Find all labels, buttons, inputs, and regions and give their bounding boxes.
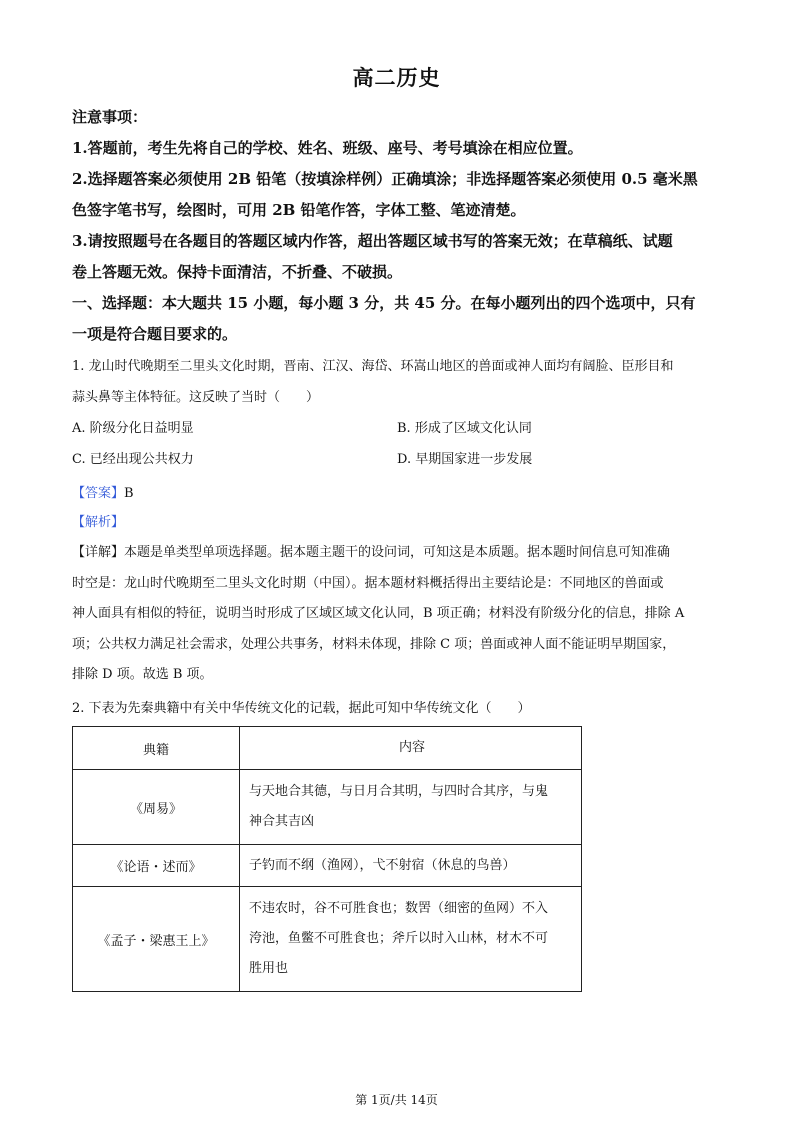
- table-header-row: [73, 727, 582, 770]
- content-line: 子钓而不纲（渔网），弋不射宿（休息的鸟兽）: [249, 857, 516, 873]
- table-row: [73, 770, 582, 845]
- question-1-options: [72, 413, 722, 475]
- answer-line: [72, 482, 134, 501]
- question-1-stem-line-2: 蒜头鼻等主体特征。这反映了当时（ ）: [72, 389, 320, 405]
- table-row: [73, 887, 582, 992]
- option-b: B. 形成了区域文化认同: [397, 421, 532, 436]
- option-d: D. 早期国家进一步发展: [397, 452, 533, 467]
- content-line: 与天地合其德，与日月合其明，与四时合其序，与鬼: [249, 784, 549, 799]
- option-c: C. 已经出现公共权力: [72, 452, 194, 467]
- question-2-stem-line: 2. 下表为先秦典籍中有关中华传统文化的记载，据此可知中华传统文化（ ）: [72, 701, 531, 716]
- detail-line-3: 神人面具有相似的特征，说明当时形成了区域区域文化认同，B 项正确；材料没有阶级分化的信息，排除 A: [72, 606, 685, 621]
- content-line: 神合其吉凶: [249, 814, 315, 829]
- table-cell-content: [240, 770, 582, 845]
- detail-line-1: 【详解】本题是单类型单项选择题。据本题主题干的设问词，可知这是本质题。据本题时间信息可知准确: [72, 545, 671, 560]
- question-2-stem: [72, 694, 722, 725]
- detail-line-4: 项；公共权力满足社会需求，处理公共事务，材料未体现，排除 C 项；兽面或神人面不能证明早期国家，: [72, 636, 676, 652]
- question-1-stem: [72, 352, 722, 413]
- table-row: [73, 845, 582, 887]
- question-1-detail: [72, 538, 722, 691]
- notice-heading: 注意事项：: [72, 108, 148, 126]
- notice-item-3-line-1: 3.请按照题号在各题目的答题区域内作答，超出答题区域书写的答案无效；在草稿纸、试题: [72, 232, 673, 250]
- answer-value: B: [124, 486, 134, 501]
- table-cell-content: [240, 845, 582, 887]
- table-cell-content: [240, 887, 582, 992]
- analysis-tag: 【解析】: [72, 515, 125, 530]
- page-title: 高二历史: [352, 65, 441, 90]
- option-a: A. 阶级分化日益明显: [72, 421, 194, 436]
- source-table: [72, 726, 582, 992]
- page-number-footer: 第 1页/共 14页: [355, 1093, 438, 1107]
- content-line: 不违农时，谷不可胜食也；数罟（细密的鱼网）不入: [249, 901, 549, 916]
- detail-line-5: 排除 D 项。故选 B 项。: [72, 667, 213, 682]
- table-cell-book: 《孟子・梁惠王上》: [73, 887, 240, 992]
- notice-item-3-line-2: 卷上答题无效。保持卡面清洁，不折叠、不破损。: [72, 263, 403, 281]
- content-line: 洿池，鱼鳖不可胜食也；斧斤以时入山林，材木不可: [249, 931, 549, 946]
- detail-line-2: 时空是：龙山时代晚期至二里头文化时期（中国）。据本题材料概括得出主要结论是：不同地区的兽面或: [72, 575, 664, 591]
- answer-tag: 【答案】: [72, 486, 125, 501]
- notice-block: [72, 102, 722, 350]
- section-heading-line-1: 一、选择题：本大题共 15 小题，每小题 3 分，共 45 分。在每小题列出的四个选项中，只有: [72, 294, 696, 312]
- question-1-stem-line-1: 1. 龙山时代晚期至二里头文化时期，晋南、江汉、海岱、环嵩山地区的兽面或神人面均有阔脸、臣形目和: [72, 359, 674, 374]
- table-cell-book: 《周易》: [73, 770, 240, 845]
- table-header-book: 典籍: [73, 727, 240, 770]
- notice-item-1: 1.答题前，考生先将自己的学校、姓名、班级、座号、考号填涂在相应位置。: [72, 139, 583, 157]
- notice-item-2-line-2: 色签字笔书写，绘图时，可用 2B 铅笔作答，字体工整、笔迹清楚。: [72, 201, 526, 219]
- content-line: 胜用也: [249, 961, 289, 976]
- notice-item-2-line-1: 2.选择题答案必须使用 2B 铅笔（按填涂样例）正确填涂；非选择题答案必须使用 0.5 毫米黑: [72, 170, 698, 188]
- table-header-content: 内容: [240, 727, 582, 770]
- table-cell-book: 《论语・述而》: [73, 845, 240, 887]
- section-heading-line-2: 一项是符合题目要求的。: [72, 325, 238, 343]
